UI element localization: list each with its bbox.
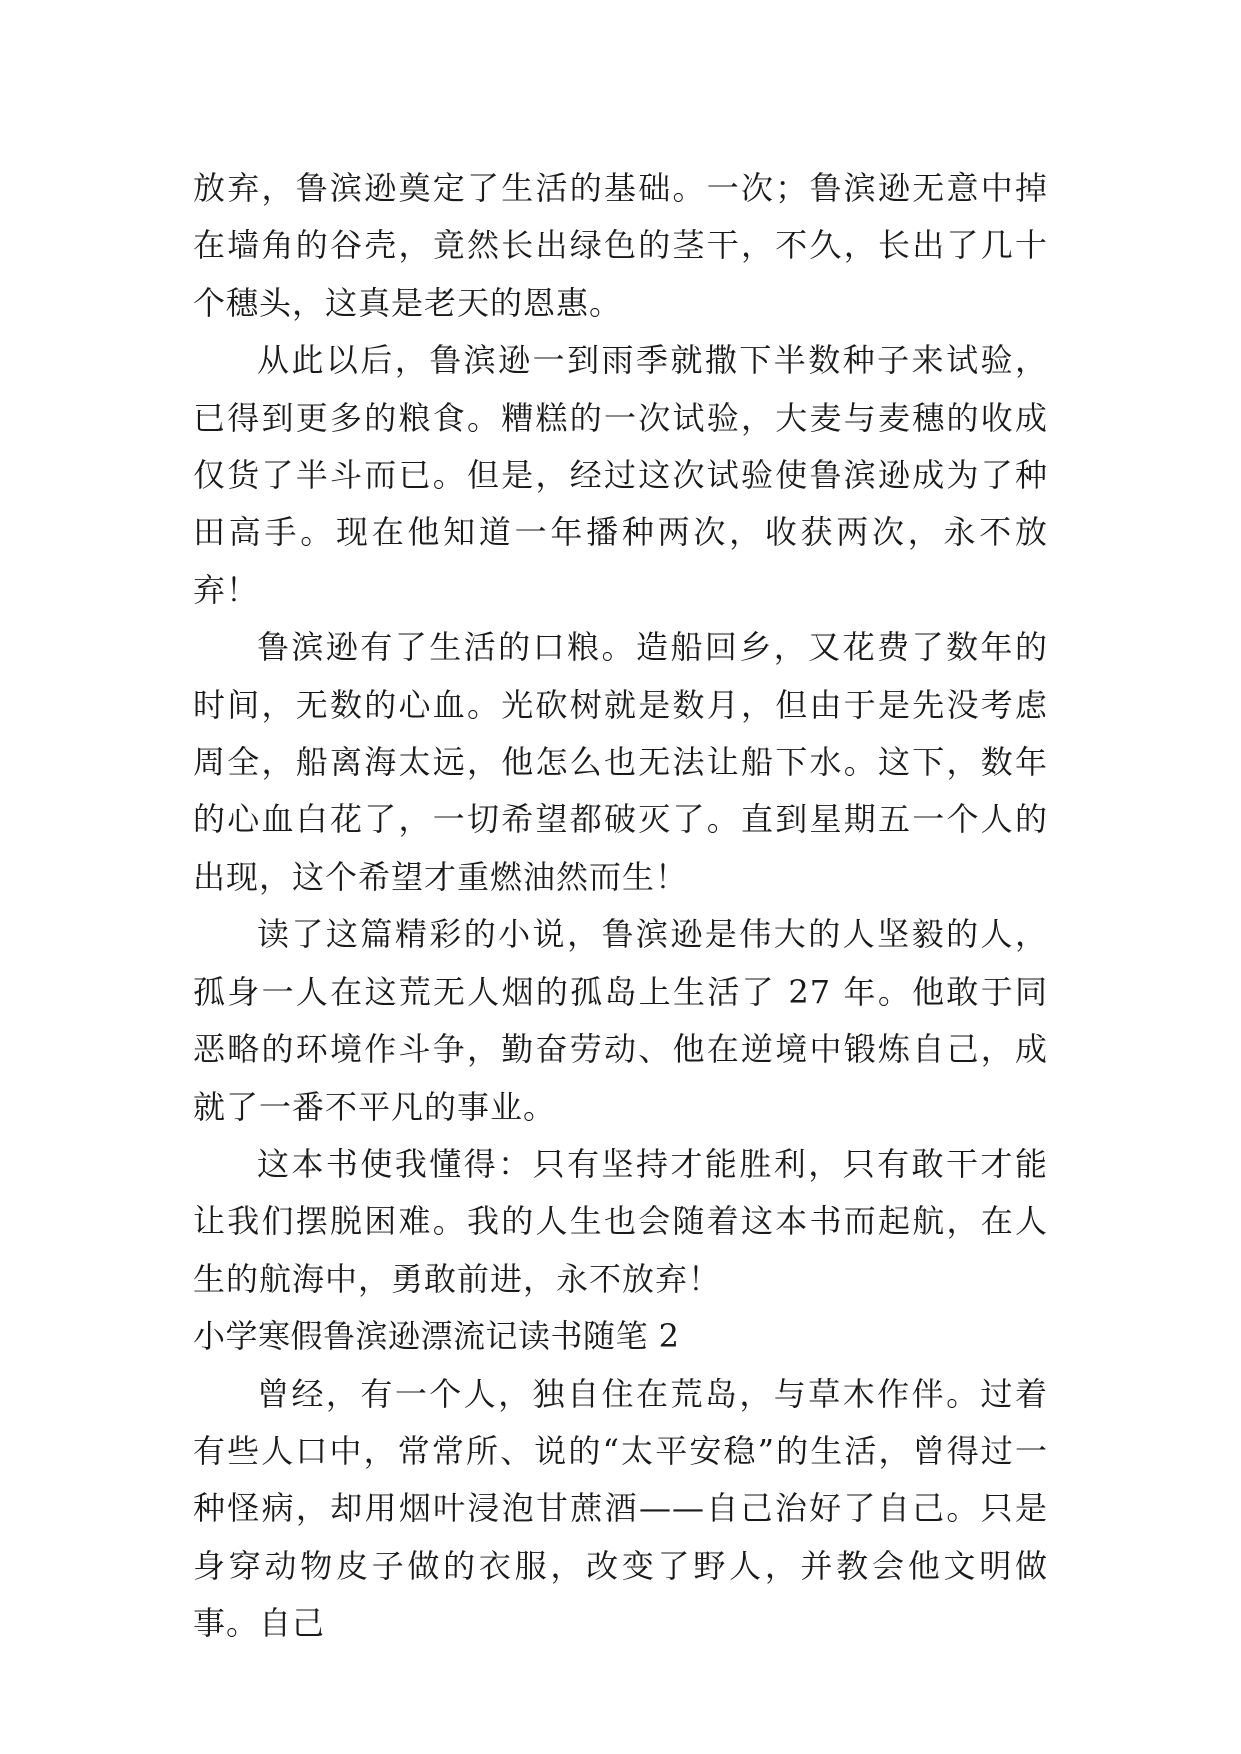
paragraph-boat-building: 鲁滨逊有了生活的口粮。造船回乡，又花费了数年的时间，无数的心血。光砍树就是数月，但由于是先没考虑周全，船离海太远，他怎么也无法让船下水。这下，数年的心血白花了，一切希望都破灭了。直到星期五一个人的出现，这个希望才重燃油然而生！ xyxy=(193,628,1048,896)
document-body xyxy=(193,160,1048,1653)
section-heading: 小学寒假鲁滨逊漂流记读书随笔 2 xyxy=(193,1317,680,1356)
paragraph-section-two-intro: 曾经，有一个人，独自住在荒岛，与草木作伴。过着有些人口中，常常所、说的“太平安稳”的生活，曾得过一种怪病，却用烟叶浸泡甘蔗酒——自己治好了自己。只是身穿动物皮子做的衣服，改变了野人，并教会他文明做事。自己 xyxy=(193,1374,1048,1643)
paragraph-reflection: 读了这篇精彩的小说，鲁滨逊是伟大的人坚毅的人，孤身一人在这荒无人烟的孤岛上生活了 27 年。他敢于同恶略的环境作斗争，勤奋劳动、他在逆境中锻炼自己，成就了一番不平凡的事业。 xyxy=(193,915,1048,1126)
paragraph-planting: 从此以后，鲁滨逊一到雨季就撒下半数种子来试验，已得到更多的粮食。糟糕的一次试验，大麦与麦穗的收成仅货了半斗而已。但是，经过这次试验使鲁滨逊成为了种田高手。现在他知道一年播种两次，收获两次，永不放弃！ xyxy=(193,341,1048,609)
paragraph-lesson: 这本书使我懂得：只有坚持才能胜利，只有敢干才能让我们摆脱困难。我的人生也会随着这本书而起航，在人生的航海中，勇敢前进，永不放弃！ xyxy=(193,1144,1048,1298)
paragraph-continuation: 放弃，鲁滨逊奠定了生活的基础。一次；鲁滨逊无意中掉在墙角的谷壳，竟然长出绿色的茎干，不久，长出了几十个穗头，这真是老天的恩惠。 xyxy=(193,169,1048,322)
